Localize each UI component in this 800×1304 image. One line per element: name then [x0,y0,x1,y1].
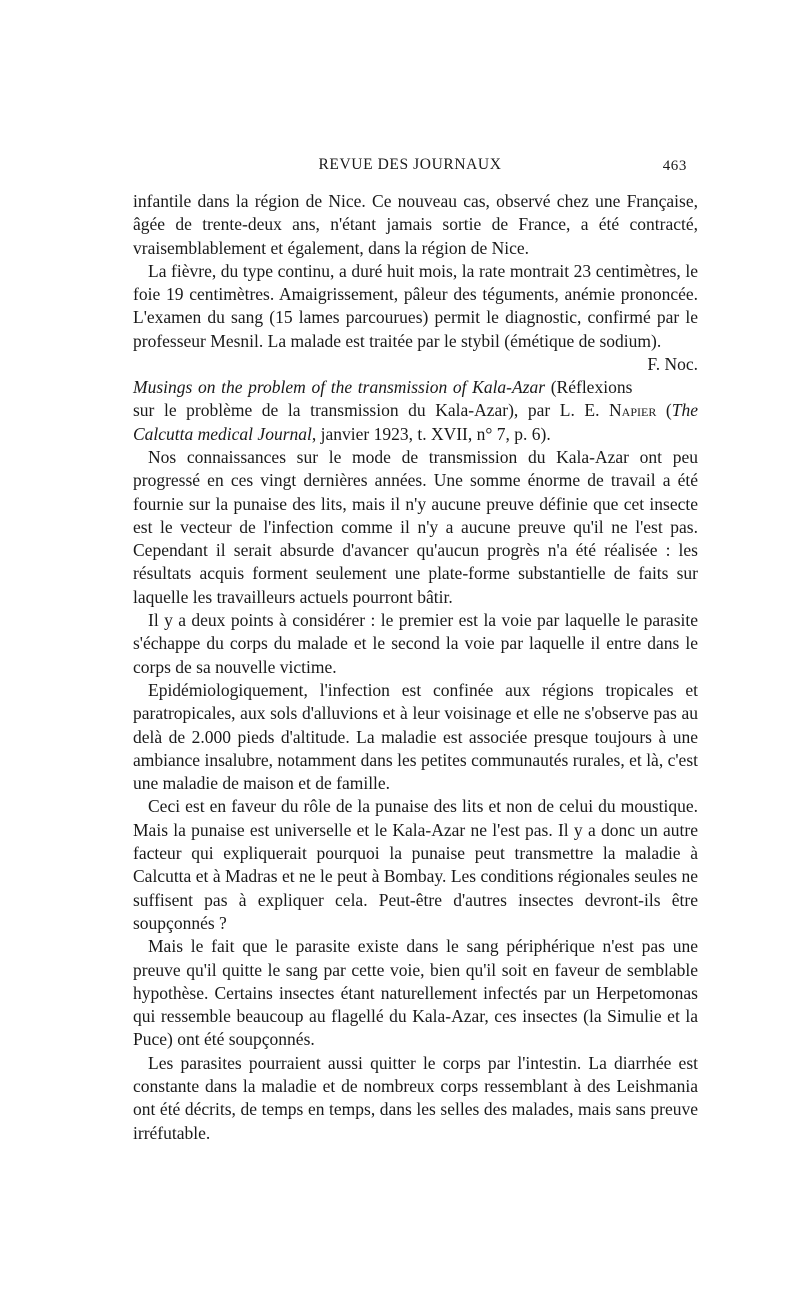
article2-paragraph-5: Mais le fait que le parasite existe dans le sang périphérique n'est pas une preuve qu'il quitte le sang par cette voie, bien qu'il soit en faveur de semblable hypothèse. Certains insectes étant naturellement infectés par un Herpetomonas qui ressemble beaucoup au flagellé du Kala-Azar, ces insectes (la Simulie et la Puce) ont été soupçonnés. [133,936,698,1050]
article2-paragraph-4: Ceci est en faveur du rôle de la punaise des lits et non de celui du moustique. Mais la punaise est universelle et le Kala-Azar ne l'est pas. Il y a donc un autre facteur qui expliquerait pourquoi la punaise peut transmettre la maladie à Calcutta et à Madras et ne le peut à Bombay. Les conditions régionales seules ne suffisent pas à expliquer cela. Peut-être d'autres insectes devront-ils être soupçonnés ? [133,796,698,933]
running-head [133,156,687,180]
article1-paragraph-2-text: La fièvre, du type continu, a duré huit mois, la rate montrait 23 centimètres, le foie 19 centimètres. Amaigrissement, pâleur des téguments, anémie prononcée. L'examen du sang (15 lames parcourues) permit le diagnostic, confirmé par le professeur Mesnil. La malade est traitée par le stybil (émétique de sodium). [133,260,698,351]
section-gap [133,353,698,376]
article2-paragraph-2: Il y a deux points à considérer : le premier est la voie par laquelle le parasite s'échappe du corps du malade et le second la voie par laquelle il entre dans le corps de sa nouvelle victime. [133,610,698,677]
page-number: 463 [662,158,687,174]
journal-name: The Calcutta medical Journal [133,400,699,444]
running-title: REVUE DES JOURNAUX [318,156,502,173]
citation-details: , janvier 1923, t. XVII, n° 7, p. 6). [311,423,551,444]
article2-paragraph-6: Les parasites pourraient aussi quitter le corps par l'intestin. La diarrhée est constante dans la maladie et de nombreux corps ressemblant à des Leishmania ont été décrits, de temps en temps, dans les selles des malades, mais sans preuve irréfutable. [133,1052,698,1143]
body-text [133,190,698,1145]
author-name: Napier [609,400,657,421]
article1-paragraph-2 [133,260,698,375]
journal-open-paren: ( [656,400,672,421]
article2-paragraph-1: Nos connaissances sur le mode de transmission du Kala-Azar ont peu progressé en ces vingt dernières années. Une somme énorme de travail a été fournie sur la punaise des lits, mais il n'y aucune preuve définie que cet insecte est le vecteur de l'infection comme il n'y a aucune preuve qu'il ne l'est pas. Cependant il serait absurde d'avancer qu'aucun progrès n'a été réalisée : les résultats acquis forment seulement une plate-forme substantielle de faits sur laquelle les travailleurs actuels pourront bâtir. [133,446,698,607]
article-title-translation: (Réflexions sur le problème de la transmission du Kala-Azar), par [133,377,633,421]
article-title: Musings on the problem of the transmission of Kala-Azar [133,377,546,398]
article-citation [133,376,698,446]
article2-paragraph-3: Epidémiologiquement, l'infection est confinée aux régions tropicales et paratropicales, aux sols d'alluvions et à leur voisinage et elle ne s'observe pas au delà de 2.000 pieds d'altitude. La maladie est associée presque toujours à une ambiance insalubre, notamment dans les petites communautés rurales, et là, c'est une maladie de maison et de famille. [133,679,698,794]
author-initials: L. E. [559,400,610,421]
article1-paragraph-1: infantile dans la région de Nice. Ce nouveau cas, observé chez une Française, âgée de trente-deux ans, n'étant jamais sortie de France, a été contracté, vraisemblablement et également, dans la région de Nice. [133,191,698,258]
author-signature: F. Noc. [647,354,698,375]
